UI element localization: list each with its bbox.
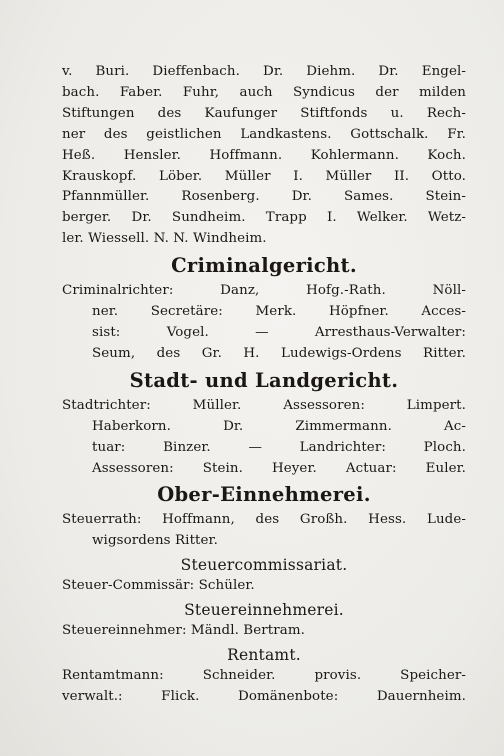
text-line: Seum, des Gr. H. Ludewigs-Ordens Ritter. bbox=[92, 345, 466, 361]
rentamt-paragraph bbox=[62, 666, 466, 708]
text-line: tuar: Binzer. — Landrichter: Ploch. bbox=[92, 439, 466, 455]
heading-rentamt: Rentamt. bbox=[227, 646, 301, 665]
criminalgericht-paragraph bbox=[62, 281, 466, 365]
heading-steuereinnehmerei: Steuereinnehmerei. bbox=[184, 601, 344, 620]
text-line: ler. Wiessell. N. N. Windheim. bbox=[62, 231, 267, 247]
text-line: ner. Secretäre: Merk. Höpfner. Acces- bbox=[92, 304, 466, 320]
text-line: Steuer-Commissär: Schüler. bbox=[62, 578, 255, 594]
text-line: Haberkorn. Dr. Zimmermann. Ac- bbox=[92, 418, 466, 434]
text-line: Krauskopf. Löber. Müller I. Müller II. Otto. bbox=[62, 168, 466, 184]
text-line: Steuereinnehmer: Mändl. Bertram. bbox=[62, 623, 305, 639]
heading-steuercommissariat: Steuercommissariat. bbox=[180, 556, 348, 575]
text-line: Pfannmüller. Rosenberg. Dr. Sames. Stein- bbox=[62, 189, 466, 205]
text-line: Heß. Hensler. Hoffmann. Kohlermann. Koch. bbox=[62, 147, 466, 163]
text-line: bach. Faber. Fuhr, auch Syndicus der milden bbox=[62, 84, 466, 100]
text-line: v. Buri. Dieffenbach. Dr. Diehm. Dr. Engel- bbox=[62, 64, 466, 79]
stadtgericht-paragraph bbox=[62, 396, 466, 480]
heading-ober-einnehmerei: Ober-Einnehmerei. bbox=[157, 483, 371, 507]
text-line: Stadtrichter: Müller. Assessoren: Limpert. bbox=[62, 397, 466, 413]
text-line: Criminalrichter: Danz, Hofg.-Rath. Nöll- bbox=[62, 283, 466, 299]
ober-einnehmerei-paragraph bbox=[62, 510, 466, 552]
text-line: berger. Dr. Sundheim. Trapp I. Welker. Wetz- bbox=[62, 210, 466, 226]
text-line: Steuerrath: Hoffmann, des Großh. Hess. Lude- bbox=[62, 512, 466, 528]
member-list-paragraph bbox=[62, 62, 466, 250]
text-line: sist: Vogel. — Arresthaus-Verwalter: bbox=[92, 324, 466, 340]
text-line: Stiftungen des Kaufunger Stiftfonds u. Rech- bbox=[62, 105, 466, 121]
text-line: ner des geistlichen Landkastens. Gottschalk. Fr. bbox=[62, 126, 466, 142]
heading-stadt-und-landgericht: Stadt- und Landgericht. bbox=[129, 368, 399, 392]
heading-criminalgericht: Criminalgericht. bbox=[171, 254, 357, 278]
text-line: Rentamtmann: Schneider. provis. Speicher- bbox=[62, 668, 466, 684]
document-text bbox=[62, 62, 466, 708]
text-line: wigsordens Ritter. bbox=[92, 533, 218, 549]
text-line: verwalt.: Flick. Domänenbote: Dauernheim. bbox=[62, 688, 466, 704]
text-line: Assessoren: Stein. Heyer. Actuar: Euler. bbox=[92, 460, 466, 476]
